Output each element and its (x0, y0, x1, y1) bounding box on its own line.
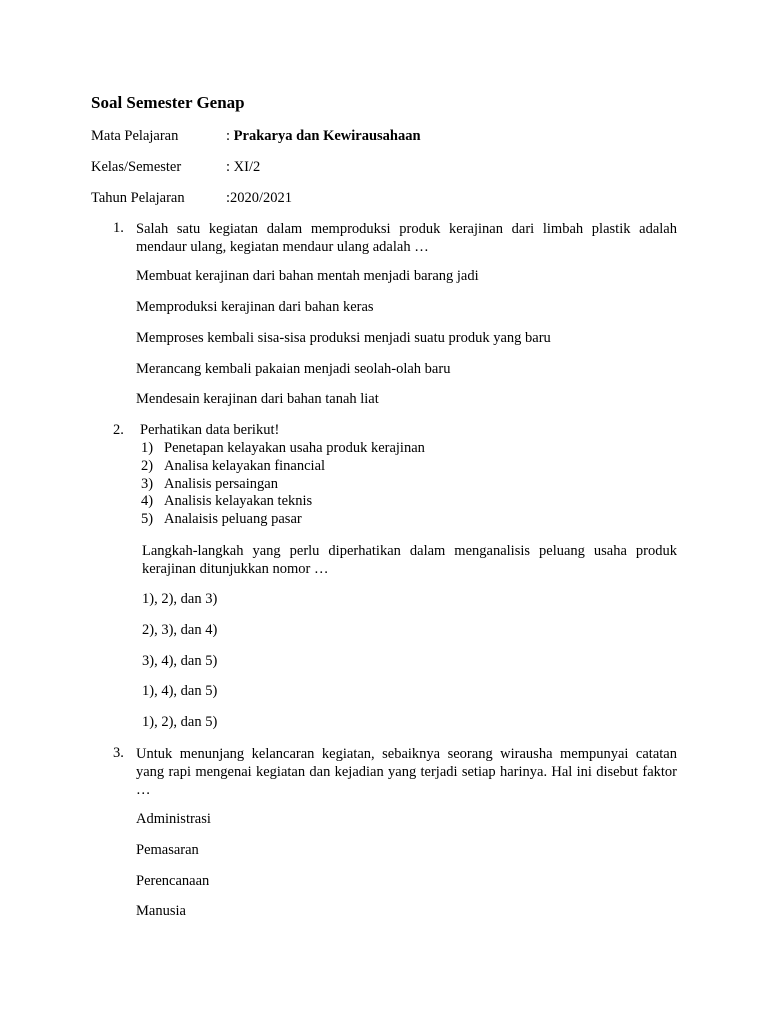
answer-option: 3), 4), dan 5) (142, 653, 218, 669)
answer-option: Manusia (136, 903, 186, 919)
answer-option: Perencanaan (136, 873, 210, 889)
data-list-number: 3) (141, 476, 154, 492)
header-label: Mata Pelajaran (91, 128, 179, 144)
answer-option: Administrasi (136, 811, 211, 827)
question-number: 2. (113, 422, 124, 438)
data-list-number: 5) (141, 511, 154, 527)
question-text: Untuk menunjang kelancaran kegiatan, sebaiknya seorang wirausha mempunyai catatan yang rapi mengenai kegiatan dan kejadian yang terjadi setiap harinya. Hal ini disebut faktor … (136, 746, 677, 798)
question-stem: Langkah-langkah yang perlu diperhatikan dalam menganalisis peluang usaha produk kerajinan ditunjukkan nomor … (142, 543, 677, 577)
answer-option: Mendesain kerajinan dari bahan tanah liat (136, 391, 379, 407)
answer-option: Memproduksi kerajinan dari bahan keras (136, 299, 374, 315)
answer-option: 1), 2), dan 3) (142, 591, 218, 607)
answer-option: 1), 2), dan 5) (142, 714, 218, 730)
data-list-number: 1) (141, 440, 154, 456)
question-number: 3. (113, 745, 124, 761)
data-list-item: Analisis persaingan (164, 476, 278, 492)
question-text: Perhatikan data berikut! (140, 422, 280, 438)
data-list-number: 4) (141, 493, 154, 509)
document-title: Soal Semester Genap (91, 93, 245, 112)
header-value: : XI/2 (226, 159, 261, 175)
data-list-item: Analisis kelayakan teknis (164, 493, 313, 509)
answer-option: Pemasaran (136, 842, 199, 858)
answer-option: Membuat kerajinan dari bahan mentah menjadi barang jadi (136, 268, 479, 284)
question-number: 1. (113, 220, 124, 236)
data-list-item: Penetapan kelayakan usaha produk kerajinan (164, 440, 425, 456)
header-value: : Prakarya dan Kewirausahaan (226, 128, 421, 144)
answer-option: 1), 4), dan 5) (142, 683, 218, 699)
question-text: Salah satu kegiatan dalam memproduksi produk kerajinan dari limbah plastik adalah mendaur ulang, kegiatan mendaur ulang adalah … (136, 221, 677, 255)
data-list-number: 2) (141, 458, 154, 474)
header-value: :2020/2021 (226, 190, 293, 206)
header-label: Tahun Pelajaran (91, 190, 185, 206)
data-list-item: Analisa kelayakan financial (164, 458, 326, 474)
answer-option: Memproses kembali sisa-sisa produksi menjadi suatu produk yang baru (136, 330, 551, 346)
answer-option: 2), 3), dan 4) (142, 622, 218, 638)
header-label: Kelas/Semester (91, 159, 182, 175)
answer-option: Merancang kembali pakaian menjadi seolah-olah baru (136, 361, 451, 377)
data-list-item: Analaisis peluang pasar (164, 511, 302, 527)
